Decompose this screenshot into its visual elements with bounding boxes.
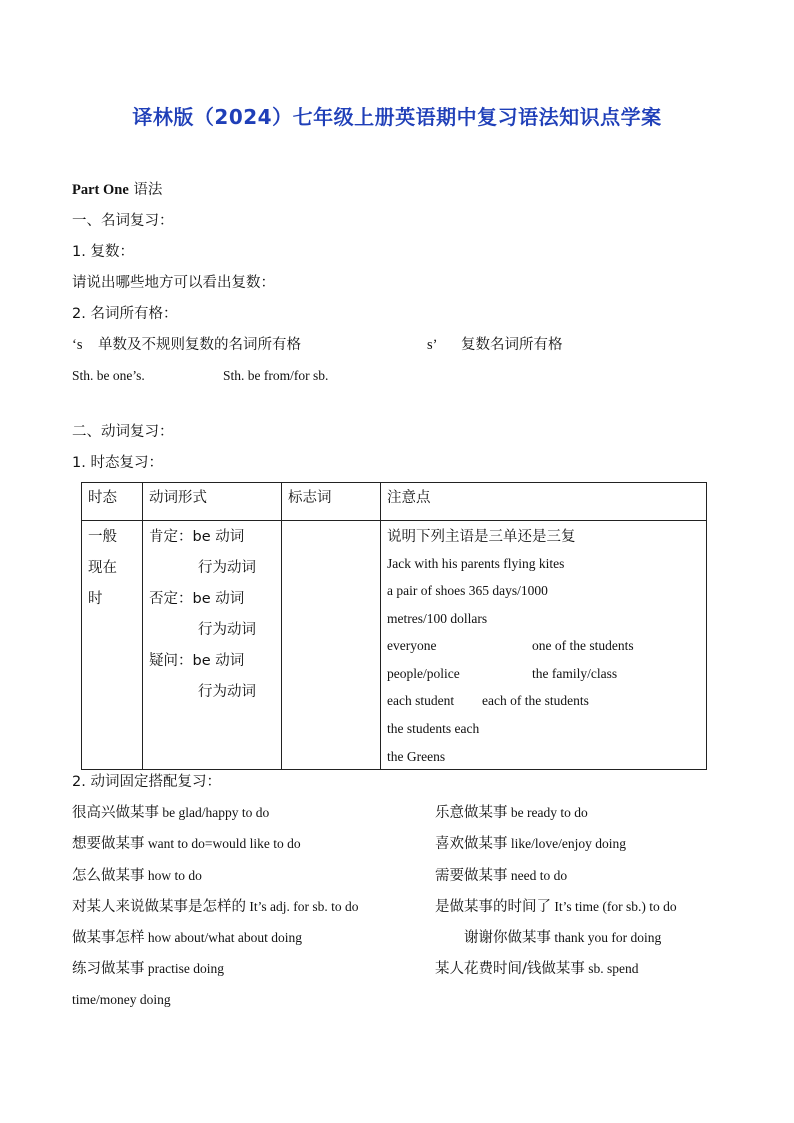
tense-name-cell xyxy=(82,521,143,770)
notes-line: everyone xyxy=(387,638,437,653)
notes-line: the students each xyxy=(387,721,480,736)
phrase-en: how about/what about doing xyxy=(144,930,302,945)
possessive-mark-a: ‘s xyxy=(72,337,83,353)
section2-heading: 二、动词复习： xyxy=(72,424,174,440)
notes-line: a pair of shoes 365 days/1000 xyxy=(387,583,548,598)
phrase-cn: 怎么做某事 xyxy=(72,868,145,884)
section1-item1: 1. 复数： xyxy=(72,244,134,260)
possessive-mark-b: s’ xyxy=(427,337,438,353)
phrase-cn: 某人花费时间/钱做某事 xyxy=(435,961,585,977)
phrase-en: want to do=would like to do xyxy=(144,836,301,851)
notes-line: the Greens xyxy=(387,749,446,764)
phrase-right xyxy=(435,959,639,979)
notes-line: Jack with his parents flying kites xyxy=(387,556,565,571)
header-signal-words: 标志词 xyxy=(282,483,381,521)
phrase-en: It’s adj. for sb. to do xyxy=(246,899,359,914)
notes-line: people/police xyxy=(387,666,460,681)
phrase-en: like/love/enjoy doing xyxy=(507,836,626,851)
phrase-cn: 乐意做某事 xyxy=(435,805,508,821)
notes-title: 说明下列主语是三单还是三复 xyxy=(387,529,576,545)
possessive-text-b: 复数名词所有格 xyxy=(461,337,563,353)
phrase-en: practise doing xyxy=(144,961,224,976)
phrase-cn: 做某事怎样 xyxy=(72,930,145,946)
signal-words-cell xyxy=(282,521,381,770)
tense-table-row xyxy=(82,521,707,770)
verb-form-line: 疑问：be 动词 xyxy=(149,653,245,669)
of-possessive-a: Sth. be one’s. xyxy=(72,368,145,383)
part-heading-en: Part One xyxy=(72,182,129,198)
phrase-cn: 谢谢你做某事 xyxy=(464,930,551,946)
page-title: 译林版（2024）七年级上册英语期中复习语法知识点学案 xyxy=(132,105,662,129)
part-heading xyxy=(72,180,162,200)
phrase-cn: 练习做某事 xyxy=(72,961,145,977)
tense-name-line: 现在 xyxy=(88,560,117,576)
phrase-left xyxy=(72,834,301,854)
phrase-right xyxy=(435,866,567,886)
verb-form-line: 肯定：be 动词 xyxy=(149,529,245,545)
notes-cell xyxy=(381,521,707,770)
notes-line: metres/100 dollars xyxy=(387,611,488,626)
phrase-cn: 喜欢做某事 xyxy=(435,836,508,852)
section1-item1-question: 请说出哪些地方可以看出复数： xyxy=(72,275,275,291)
phrase-left xyxy=(72,897,359,917)
section2-item1: 1. 时态复习： xyxy=(72,455,163,471)
tense-table xyxy=(81,482,707,770)
phrase-en: how to do xyxy=(144,868,202,883)
phrase-en: need to do xyxy=(507,868,568,883)
phrase-en: sb. spend xyxy=(584,961,639,976)
header-verb-form: 动词形式 xyxy=(143,483,282,521)
notes-line: each of the students xyxy=(482,693,589,708)
verb-form-cell xyxy=(143,521,282,770)
section1-item2: 2. 名词所有格： xyxy=(72,306,178,322)
verb-form-line: 行为动词 xyxy=(198,560,256,576)
part-heading-cn: 语法 xyxy=(133,182,163,198)
header-notes: 注意点 xyxy=(381,483,707,521)
phrase-en: be ready to do xyxy=(507,805,588,820)
phrase-right xyxy=(435,834,626,854)
phrase-cn: 想要做某事 xyxy=(72,836,145,852)
phrase-right xyxy=(435,897,677,917)
verb-form-line: 否定：be 动词 xyxy=(149,591,245,607)
phrase-left xyxy=(72,928,302,948)
notes-line: one of the students xyxy=(532,638,634,653)
notes-line: the family/class xyxy=(532,666,618,681)
possessive-text-a: 单数及不规则复数的名词所有格 xyxy=(98,337,301,353)
section2-item2: 2. 动词固定搭配复习： xyxy=(72,774,221,790)
verb-form-line: 行为动词 xyxy=(198,684,256,700)
phrase-cn: 是做某事的时间了 xyxy=(435,899,551,915)
phrase-left xyxy=(72,803,269,823)
tense-table-header-row xyxy=(82,483,707,521)
phrase-cn: 需要做某事 xyxy=(435,868,508,884)
phrase-en: be glad/happy to do xyxy=(159,805,270,820)
tense-name-line: 时 xyxy=(88,591,103,607)
phrase-left xyxy=(72,959,224,979)
phrase-cn: 很高兴做某事 xyxy=(72,805,159,821)
notes-line: each student xyxy=(387,693,455,708)
header-tense: 时态 xyxy=(82,483,143,521)
phrase-en: thank you for doing xyxy=(551,930,662,945)
section1-heading: 一、名词复习： xyxy=(72,213,174,229)
phrase-right xyxy=(435,803,588,823)
tense-name-line: 一般 xyxy=(88,529,117,545)
phrase-right xyxy=(464,928,661,948)
verb-form-line: 行为动词 xyxy=(198,622,256,638)
phrase-left xyxy=(72,866,202,886)
phrase-continuation: time/money doing xyxy=(72,992,171,1007)
phrase-en: It’s time (for sb.) to do xyxy=(551,899,677,914)
of-possessive-b: Sth. be from/for sb. xyxy=(223,368,329,383)
phrase-cn: 对某人来说做某事是怎样的 xyxy=(72,899,246,915)
